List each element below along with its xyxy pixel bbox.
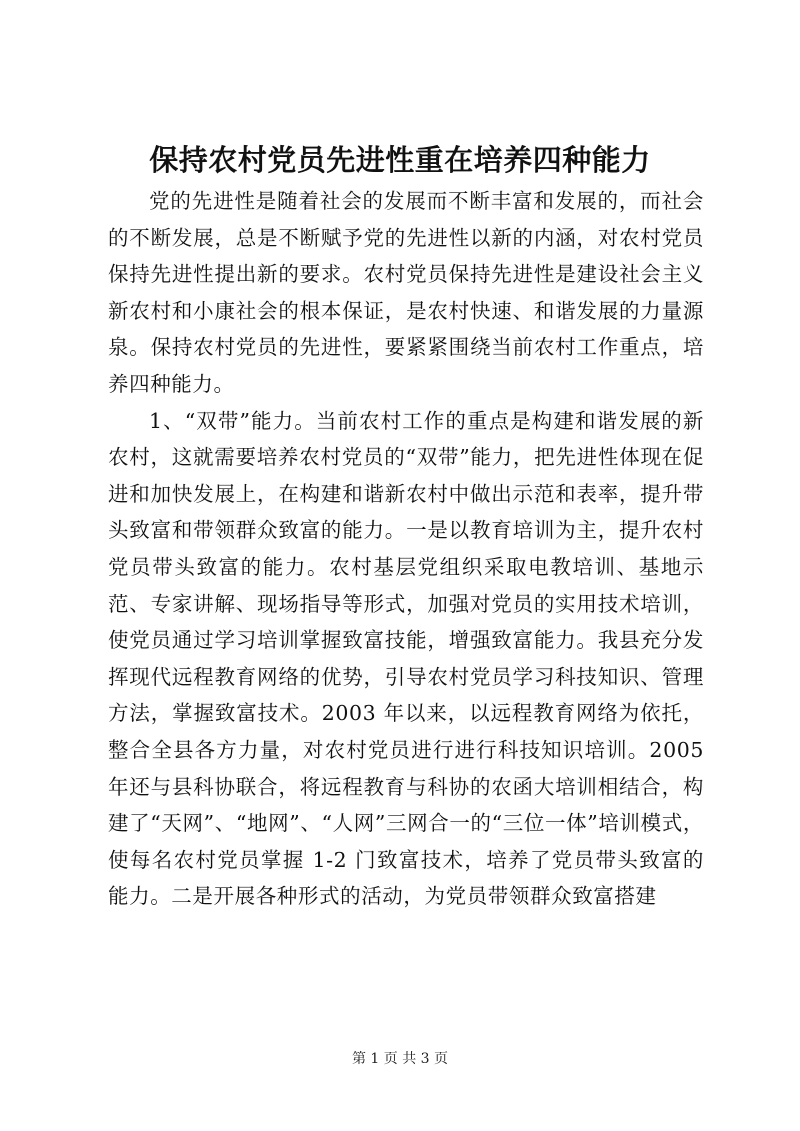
page-number-footer: 第 1 页 共 3 页	[351, 1051, 449, 1067]
paragraph-dual-ability: 1、“双带”能力。当前农村工作的重点是构建和谐发展的新农村，这就需要培养农村党员的“双带”能力，把先进性体现在促进和加快发展上，在构建和谐新农村中做出示范和表率，提升带头致富和带领群众致富的能力。一是以教育培训为主，提升农村党员带头致富的能力。农村基层党组织采取电教培训、基地示范、专家讲解、现场指导等形式，加强对党员的实用技术培训，使党员通过学习培训掌握致富技能，增强致富能力。我县充分发挥现代远程教育网络的优势，引导农村党员学习科技知识、管理方法，掌握致富技术。2003 年以来，以远程教育网络为依托，整合全县各方力量，对农村党员进行进行科技知识培训。2005 年还与县科协联合，将远程教育与科协的农函大培训相结合，构建了“天网”、“地网”、“人网”三网合一的“三位一体”培训模式，使每名农村党员掌握 1-2 门致富技术，培养了党员带头致富的能力。二是开展各种形式的活动，为党员带领群众致富搭建	[108, 408, 704, 909]
document-body	[108, 183, 704, 915]
paragraph-intro: 党的先进性是随着社会的发展而不断丰富和发展的，而社会的不断发展，总是不断赋予党的先进性以新的内涵，对农村党员保持先进性提出新的要求。农村党员保持先进性是建设社会主义新农村和小康社会的根本保证，是农村快速、和谐发展的力量源泉。保持农村党员的先进性，要紧紧围绕当前农村工作重点，培养四种能力。	[108, 189, 704, 396]
document-title: 保持农村党员先进性重在培养四种能力	[149, 143, 651, 177]
